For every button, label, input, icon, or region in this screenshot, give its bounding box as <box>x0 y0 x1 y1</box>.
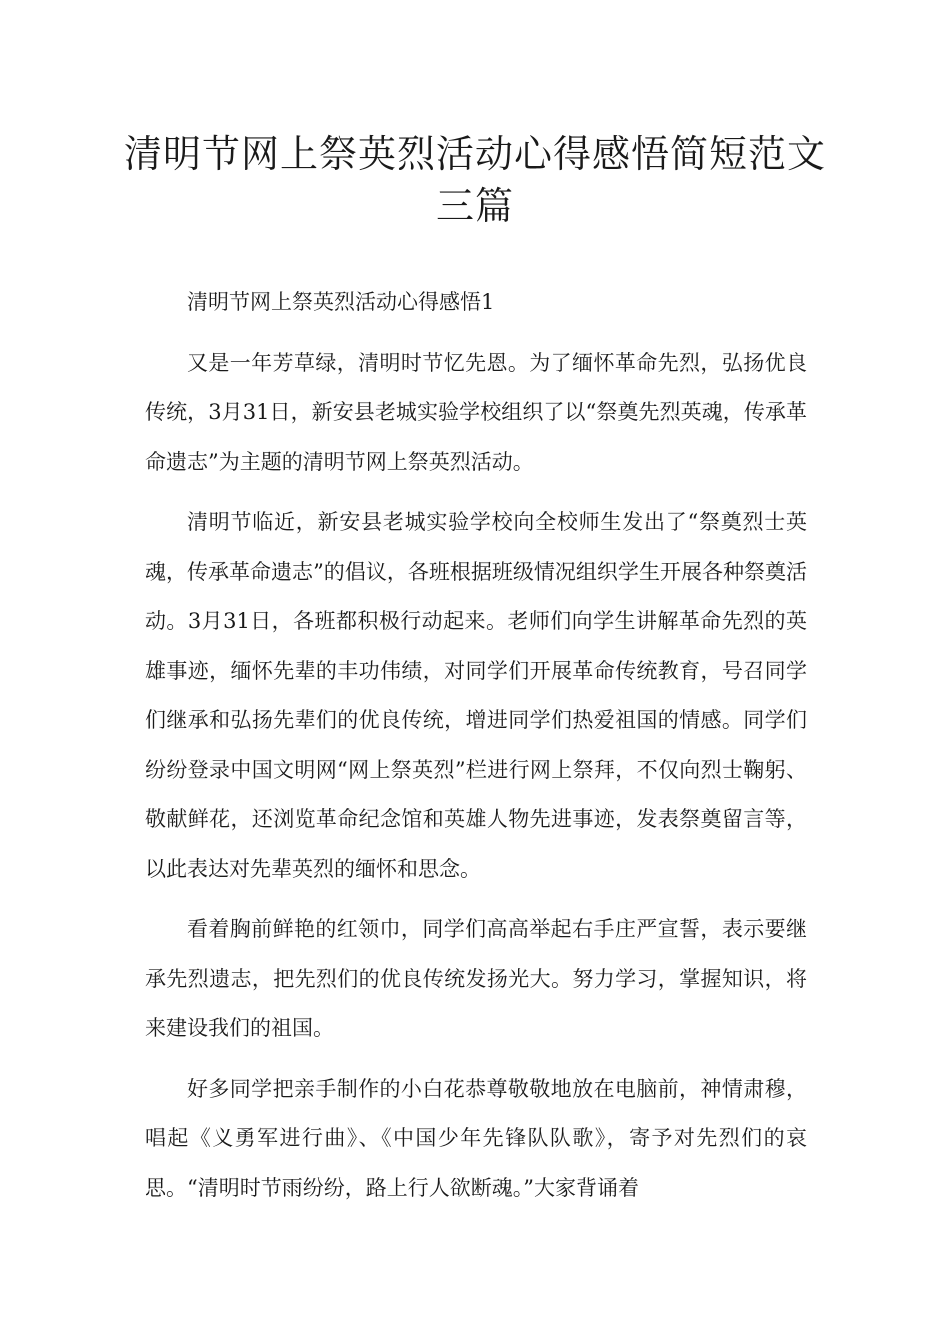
paragraph-1: 又是一年芳草绿，清明时节忆先恩。为了缅怀革命先烈，弘扬优良传统，3月31日，新安县老城实验学校组织了以“祭奠先烈英魂，传承革命遗志”为主题的清明节网上祭英烈活动。 <box>145 350 807 474</box>
document-title: 清明节网上祭英烈活动心得感悟简短范文三篇 <box>123 132 826 228</box>
paragraph-3: 看着胸前鲜艳的红领巾，同学们高高举起右手庄严宣誓，表示要继承先烈遗志，把先烈们的优良传统发扬光大。努力学习，掌握知识，将来建设我们的祖国。 <box>145 917 807 1040</box>
paragraph-4: 好多同学把亲手制作的小白花恭尊敬敬地放在电脑前，神情肃穆，唱起《义勇军进行曲》、《中国少年先锋队队歌》，寄予对先烈们的哀思。“清明时节雨纷纷，路上行人欲断魂。”大家背诵着 <box>145 1076 807 1200</box>
section-heading: 清明节网上祭英烈活动心得感悟1 <box>187 290 495 314</box>
document-body <box>145 278 807 1224</box>
paragraph-2: 清明节临近，新安县老城实验学校向全校师生发出了“祭奠烈士英魂，传承革命遗志”的倡议，各班根据班级情况组织学生开展各种祭奠活动。3月31日，各班都积极行动起来。老师们向学生讲解革命先烈的英雄事迹，缅怀先辈的丰功伟绩，对同学们开展革命传统教育，号召同学们继承和弘扬先辈们的优良传统，增进同学们热爱祖国的情感。同学们纷纷登录中国文明网“网上祭英烈”栏进行网上祭拜，不仅向烈士鞠躬、敬献鲜花，还浏览革命纪念馆和英雄人物先进事迹，发表祭奠留言等，以此表达对先辈英烈的缅怀和思念。 <box>145 510 807 881</box>
